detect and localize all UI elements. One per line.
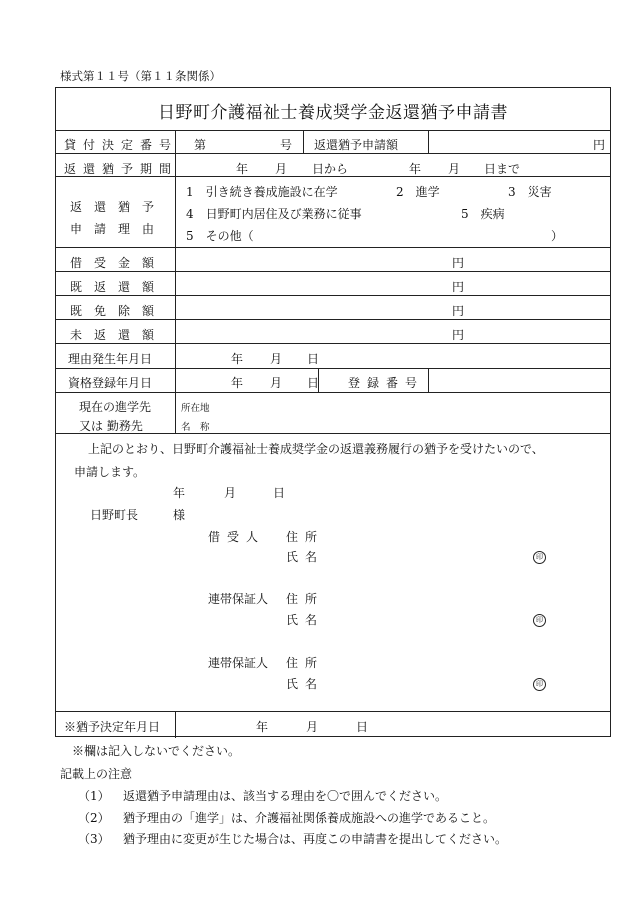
repaid-amount-label: 既返還額: [70, 280, 167, 294]
reason-label-line2: 申請理由: [70, 222, 167, 236]
current-place-label-line2: 又は 勤務先: [79, 419, 143, 433]
name-label: 名 称: [181, 422, 210, 433]
statement-line2: 申請します。: [74, 465, 146, 479]
year-text: 年: [173, 486, 186, 500]
day-text: 日: [273, 486, 286, 500]
borrower-label: 借受人: [208, 530, 266, 544]
title-row: [56, 88, 610, 131]
deferral-period-label: 返還猶予期間: [64, 162, 179, 176]
reason-option-other-close: ）: [551, 229, 564, 243]
reason-option-1: 1 引き続き養成施設に在学: [186, 185, 338, 199]
name-field-label: 氏名: [286, 677, 325, 691]
guarantor1-label: 連帯保証人: [208, 592, 269, 606]
location-label: 所在地: [181, 403, 210, 414]
seal-mark: [533, 548, 546, 564]
cell-divider: [303, 130, 304, 153]
reason-option-5: 5 疾病: [461, 207, 505, 221]
month-text: 月: [224, 486, 237, 500]
note-number: （3）: [78, 832, 110, 846]
form-title: 日野町介護福祉士養成奨学金返還猶予申請書: [158, 103, 508, 123]
until-text: 日まで: [484, 162, 521, 176]
from-text: 日から: [312, 162, 349, 176]
month-text: 月: [306, 720, 319, 734]
note-text: 猶予理由の「進学」は、介護福祉関係養成施設への進学であること。: [123, 811, 496, 825]
row-divider: [56, 368, 610, 369]
note-number: （2）: [78, 811, 110, 825]
seal-mark: [533, 675, 546, 691]
borrowed-amount-label: 借受金額: [70, 256, 167, 270]
unpaid-amount-label: 未返還額: [70, 328, 167, 342]
exempt-amount-label: 既免除額: [70, 304, 167, 318]
row-divider: [56, 343, 610, 344]
addressee: 日野町長: [90, 508, 139, 522]
year-text: 年: [256, 720, 269, 734]
address-label: 住所: [286, 530, 325, 544]
month-text: 月: [270, 376, 283, 390]
note-text: 返還猶予申請理由は、該当する理由を〇で囲んでください。: [123, 789, 448, 803]
name-field-label: 氏名: [286, 613, 325, 627]
statement-line1: 上記のとおり、日野町介護福祉士養成奨学金の返還義務履行の猶予を受けたいので、: [88, 442, 544, 456]
row-divider: [56, 295, 610, 296]
reason-option-other: 5 その他（: [186, 229, 254, 243]
reason-label-line1: 返還猶予: [70, 200, 167, 214]
yen-text: 円: [593, 138, 606, 152]
name-field-label: 氏名: [286, 550, 325, 564]
year-text: 年: [231, 376, 244, 390]
day-text: 日: [307, 376, 320, 390]
label-column-divider: [175, 711, 176, 738]
decision-date-label: ※猶予決定年月日: [64, 720, 161, 734]
month-text: 月: [270, 352, 283, 366]
note-text: 猶予理由に変更が生じた場合は、再度この申請書を提出してください。: [123, 832, 508, 846]
year-text: 年: [409, 162, 422, 176]
reason-date-label: 理由発生年月日: [68, 352, 153, 366]
qualification-date-label: 資格登録年月日: [68, 376, 153, 390]
seal-icon: 印: [533, 551, 546, 564]
row-divider: [56, 271, 610, 272]
yen-text: 円: [452, 304, 465, 318]
current-place-label-line1: 現在の進学先: [79, 400, 152, 414]
reason-option-2: 2 進学: [396, 185, 440, 199]
guarantor2-label: 連帯保証人: [208, 656, 269, 670]
address-label: 住所: [286, 592, 325, 606]
note-number: （1）: [78, 789, 110, 803]
yen-text: 円: [452, 280, 465, 294]
reason-option-4: 4 日野町内居住及び業務に従事: [186, 207, 362, 221]
row-divider: [56, 153, 610, 154]
row-divider: [56, 319, 610, 320]
reason-option-3: 3 災害: [508, 185, 552, 199]
month-text: 月: [448, 162, 461, 176]
go-text: 号: [280, 138, 293, 152]
row-divider: [56, 711, 610, 712]
footnote: ※欄は記入しないでください。: [72, 744, 241, 758]
seal-icon: 印: [533, 678, 546, 691]
notes-title: 記載上の注意: [60, 767, 133, 781]
seal-icon: 印: [533, 614, 546, 627]
row-divider: [56, 247, 610, 248]
yen-text: 円: [452, 328, 465, 342]
address-label: 住所: [286, 656, 325, 670]
day-text: 日: [356, 720, 369, 734]
registration-number-label: 登録番号: [348, 376, 425, 390]
yen-text: 円: [452, 256, 465, 270]
year-text: 年: [236, 162, 249, 176]
form-number: 様式第１１号（第１１条関係）: [60, 69, 221, 83]
deferral-amount-label: 返還猶予申請額: [314, 138, 399, 152]
addressee-honorific: 様: [173, 508, 186, 522]
cell-divider: [428, 130, 429, 153]
month-text: 月: [275, 162, 288, 176]
application-form: [55, 87, 611, 737]
row-divider: [56, 392, 610, 393]
year-text: 年: [231, 352, 244, 366]
seal-mark: [533, 611, 546, 627]
day-text: 日: [307, 352, 320, 366]
cell-divider: [428, 368, 429, 392]
dai-text: 第: [194, 138, 207, 152]
decision-number-label: 貸付決定番号: [64, 138, 179, 152]
